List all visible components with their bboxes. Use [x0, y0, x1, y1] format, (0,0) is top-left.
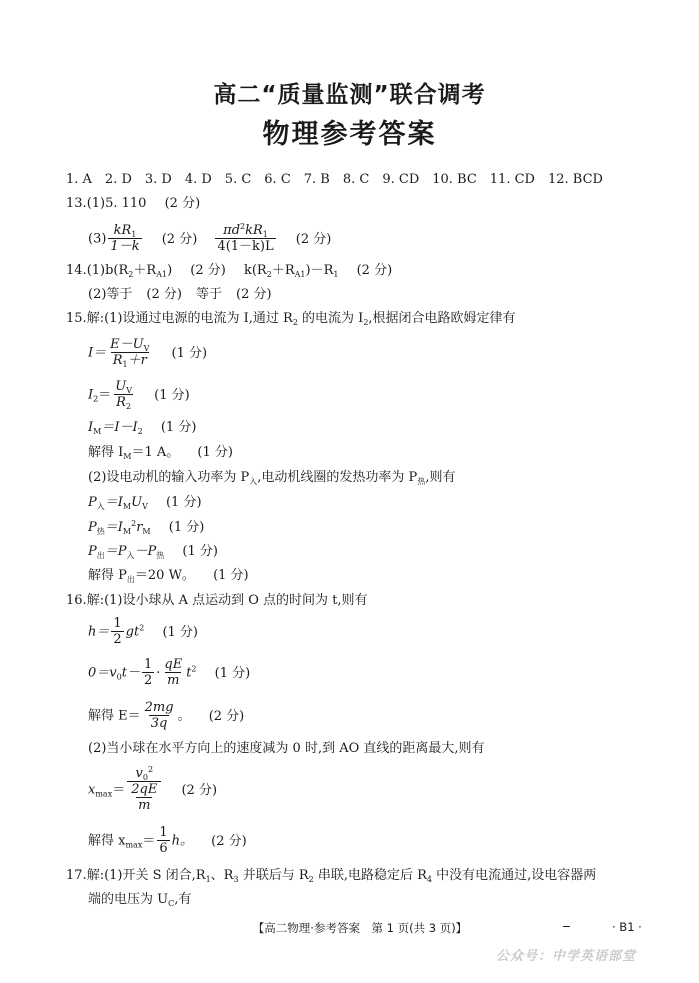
- fraction: $\frac{\pi d^2kR_1}{4(1-k)L}$: [217, 222, 274, 254]
- q16-eq2: $0=v_0t-$ $\frac{1}{2}$ · $\frac{qE}{m}$ $t^2$ (1 分): [88, 657, 251, 688]
- q15-eq8: 解得 $P_出=20$ W。 (1 分): [88, 568, 249, 584]
- q13-line1: 13.(1)5. 110 (2 分): [66, 196, 201, 211]
- q13-line2: (3) $\frac{kR_1}{1-k}$ (2 分) $\frac{\pi d^2kR_1}{4(1-k)L}$ (2 分): [88, 222, 332, 254]
- fraction: $\frac{kR_1}{1-k}$: [110, 223, 140, 254]
- q15-eq7: $P_出=P_入-P_热$ (1 分): [88, 544, 218, 560]
- choice-answers: 1. A 2. D 3. D 4. D 5. C 6. C 7. B 8. C 9. CD 10. BC 11. CD 12. BCD: [66, 172, 603, 187]
- score-mark: (2 分): [164, 196, 201, 211]
- q15-eq1: I＝ $\frac{E-U_V}{R_1+r}$ (1 分): [88, 337, 208, 369]
- q16-intro: 16.解:(1)设小球从 A 点运动到 O 点的时间为 t,则有: [66, 593, 368, 608]
- q16-eq5: 解得 $x_{max}=$ $\frac{1}{6}$ h。 (2 分): [88, 825, 247, 856]
- q15-intro: 15.解:(1)设通过电源的电流为 I,通过 $R_2$ 的电流为 $I_2$,根据闭合电路欧姆定律有: [66, 311, 516, 327]
- q15-eq2: $I_2=$ $\frac{U_V}{R_2}$ (1 分): [88, 379, 190, 411]
- q16-eq4: $x_{max}=$ $\frac{v_0^2}{\frac{2qE}{m}}$ (2 分): [88, 765, 218, 813]
- watermark: 公众号：中学英语部堂: [496, 949, 637, 964]
- q15-eq3: $I_M=I-I_2$ (1 分): [88, 420, 197, 436]
- q14-line2: (2)等于 (2 分) 等于 (2 分): [88, 287, 272, 302]
- footer-label: 【高二物理·参考答案 第 1 页(共 3 页)】: [252, 921, 468, 935]
- q17-line2: 端的电压为 $U_C$,有: [88, 892, 192, 908]
- footer-dash: [563, 926, 570, 927]
- q15-part2: (2)设电动机的输入功率为 $P_入$,电动机线圈的发热功率为 $P_热$,则有: [88, 470, 456, 486]
- document-subtitle: 物理参考答案: [262, 119, 437, 150]
- q15-eq6: $P_热=I_M^2r_M$ (1 分): [88, 519, 205, 536]
- q15-eq5: $P_入=I_MU_V$ (1 分): [88, 495, 202, 511]
- page-code: · B1 ·: [612, 920, 642, 934]
- q16-eq1: h＝ $\frac{1}{2}$ $gt^2$ (1 分): [88, 616, 198, 647]
- q17-line1: 17.解:(1)开关 S 闭合$,R_1$、$R_3$ 并联后与 $R_2$ 串联,电路稳定后 $R_4$ 中没有电流通过,设电容器两: [66, 868, 597, 884]
- q15-eq4: 解得 $I_M=1$ A。 (1 分): [88, 445, 233, 461]
- q14-line1: $14.(1)b(R_2+R_{A1})$ (2 分) $k(R_2+R_{A1})-R_1$ (2 分): [66, 263, 393, 279]
- q16-part2: (2)当小球在水平方向上的速度减为 0 时,到 AO 直线的距离最大,则有: [88, 741, 485, 756]
- q16-eq3: 解得 E＝ $\frac{2mg}{3q}$ 。 (2 分): [88, 700, 245, 731]
- document-title: 高二“质量监测”联合调考: [213, 82, 486, 108]
